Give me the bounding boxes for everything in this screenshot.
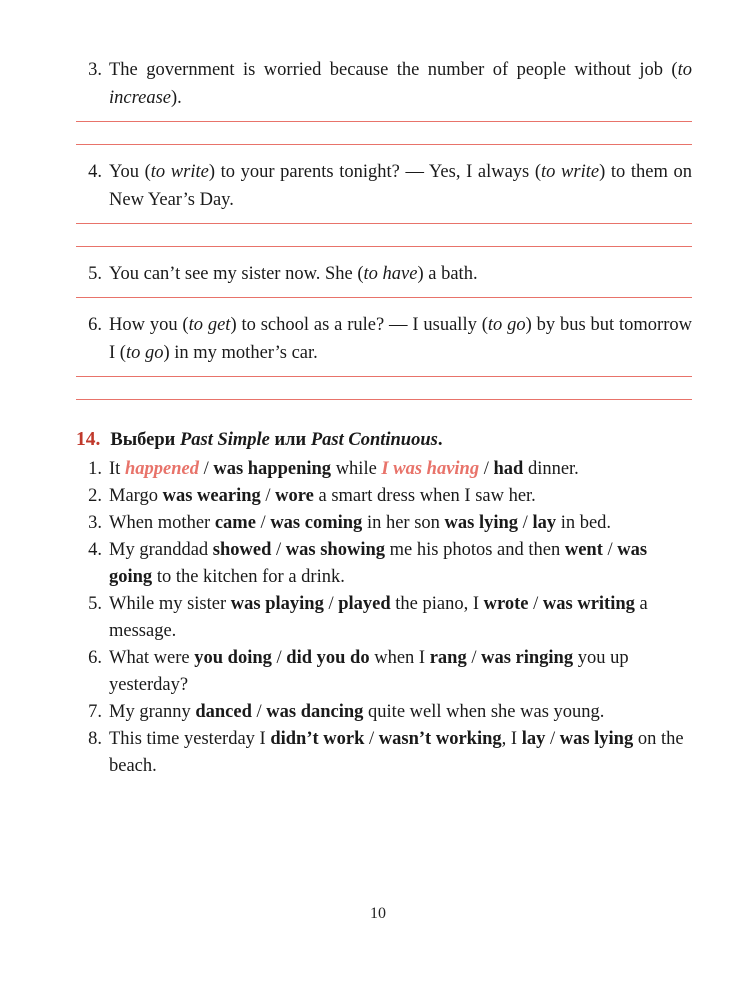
bold-option: went <box>564 540 603 560</box>
answer-lines[interactable] <box>76 223 692 247</box>
text-run: / <box>198 459 214 479</box>
answer-line[interactable] <box>76 399 692 400</box>
answer-line[interactable] <box>76 223 692 224</box>
text-run: This time yesterday I <box>109 729 271 749</box>
exercise-text <box>109 260 692 288</box>
text-run: / <box>271 648 287 668</box>
text-run: You can’t see my sister now. She ( <box>109 264 364 284</box>
exercise-item <box>76 56 692 145</box>
bold-option: wasn’t working <box>378 729 502 749</box>
task-item-text <box>109 645 692 699</box>
text-run: ) to them on New Year’s Day. <box>109 162 692 210</box>
text-run: My granddad <box>109 540 213 560</box>
task-item <box>76 591 692 645</box>
text-run: Выбери <box>110 430 180 450</box>
text-run: или <box>269 430 311 450</box>
item-number: 3. <box>88 60 102 80</box>
bold-option: was coming <box>270 513 363 533</box>
text-run: a message. <box>109 594 648 641</box>
italic-cue: to write <box>150 162 209 182</box>
text-run: / <box>251 702 267 722</box>
item-number: 3. <box>88 513 102 533</box>
fill-in-exercises <box>76 56 692 400</box>
bold-option: was wearing <box>162 486 261 506</box>
item-number: 1. <box>88 459 102 479</box>
text-run: ) to your parents tonight? — Yes, I always ( <box>208 162 542 182</box>
text-run: to the kitchen for a drink. <box>152 567 345 587</box>
text-run: a smart dress when I saw her. <box>313 486 536 506</box>
item-number: 6. <box>88 315 102 335</box>
task-title <box>110 426 442 454</box>
text-run: on the beach. <box>109 729 684 776</box>
bold-option: was writing <box>542 594 635 614</box>
text-run: ) by bus but tomorrow I ( <box>109 315 692 363</box>
task-number: 14. <box>76 429 101 450</box>
task-item <box>76 645 692 699</box>
bold-option: had <box>493 459 524 479</box>
answer-line[interactable] <box>76 376 692 377</box>
text-run: / <box>545 729 560 749</box>
task-14-heading <box>76 426 692 454</box>
exercise-item <box>76 158 692 247</box>
exercise-item <box>76 260 692 298</box>
text-run: . <box>437 430 443 450</box>
answer-lines[interactable] <box>76 376 692 400</box>
text-run: in bed. <box>556 513 612 533</box>
item-number: 7. <box>88 702 102 722</box>
exercise-row <box>76 56 692 112</box>
italic-cue: to write <box>541 162 600 182</box>
answer-line[interactable] <box>76 121 692 122</box>
item-number: 5. <box>88 264 102 284</box>
item-number: 4. <box>88 162 102 182</box>
task-14-items <box>76 456 692 780</box>
italic-cue: to increase <box>109 60 692 108</box>
task-item-text <box>109 726 692 780</box>
text-run: The government is worried because the number of people without job ( <box>109 60 678 80</box>
text-run: / <box>260 486 276 506</box>
bold-option: lay <box>521 729 546 749</box>
bold-option: was lying <box>559 729 634 749</box>
bold-option: wore <box>275 486 314 506</box>
text-run: you up yesterday? <box>109 648 629 695</box>
item-number: 2. <box>88 486 102 506</box>
text-run: the piano, I <box>390 594 484 614</box>
text-run: / <box>271 540 286 560</box>
bold-option: was going <box>109 540 648 587</box>
item-number: 8. <box>88 729 102 749</box>
task-item <box>76 483 692 510</box>
text-run: / <box>479 459 494 479</box>
task-item-text <box>109 483 692 510</box>
exercise-text <box>109 311 692 367</box>
bold-option: was ringing <box>481 648 574 668</box>
exercise-row <box>76 158 692 214</box>
task-item <box>76 456 692 483</box>
bold-option: was happening <box>213 459 332 479</box>
bold-option: rang <box>429 648 467 668</box>
task-item <box>76 537 692 591</box>
italic-cue: to get <box>188 315 231 335</box>
task-item-text <box>109 591 692 645</box>
text-run: / <box>518 513 533 533</box>
text-run: How you ( <box>109 315 189 335</box>
text-run: While my sister <box>109 594 231 614</box>
text-run: / <box>528 594 543 614</box>
bold-option: showed <box>212 540 272 560</box>
text-run: ) to school as a rule? — I usually ( <box>230 315 488 335</box>
bold-option: was lying <box>444 513 519 533</box>
italic-cue: to have <box>363 264 418 284</box>
italic-cue: Past Continuous <box>310 430 438 450</box>
text-run: ) in my mother’s car. <box>163 343 318 363</box>
answer-lines[interactable] <box>76 121 692 145</box>
task-item <box>76 510 692 537</box>
task-item-text <box>109 510 692 537</box>
bold-option: was dancing <box>266 702 364 722</box>
answer-line[interactable] <box>76 246 692 247</box>
exercise-item <box>76 311 692 400</box>
bold-option: came <box>214 513 256 533</box>
answer-lines[interactable] <box>76 297 692 298</box>
text-run: in her son <box>362 513 445 533</box>
text-run: You ( <box>109 162 151 182</box>
exercise-text <box>109 158 692 214</box>
task-item-text <box>109 456 692 483</box>
bold-option: lay <box>532 513 557 533</box>
exercise-row <box>76 311 692 367</box>
text-run: ) a bath. <box>417 264 478 284</box>
task-item-text <box>109 537 692 591</box>
text-run: / <box>255 513 271 533</box>
item-number: 6. <box>88 648 102 668</box>
highlighted-answer: I was having <box>381 459 480 479</box>
text-run: / <box>466 648 482 668</box>
bold-option: played <box>338 594 391 614</box>
text-run: Margo <box>109 486 163 506</box>
highlighted-answer: happened <box>124 459 199 479</box>
text-run: me his photos and then <box>385 540 565 560</box>
task-item-text <box>109 699 692 726</box>
text-run: / <box>364 729 379 749</box>
item-number: 4. <box>88 540 102 560</box>
bold-option: was playing <box>230 594 324 614</box>
bold-option: did you do <box>286 648 370 668</box>
text-run: / <box>602 540 618 560</box>
bold-option: was showing <box>285 540 386 560</box>
bold-option: wrote <box>483 594 529 614</box>
text-run: ). <box>171 88 182 108</box>
italic-cue: Past Simple <box>179 430 270 450</box>
exercise-text <box>109 56 692 112</box>
text-run: / <box>323 594 339 614</box>
text-run: quite well when she was young. <box>363 702 605 722</box>
text-run: , I <box>501 729 522 749</box>
text-run: When mother <box>109 513 215 533</box>
italic-cue: to go <box>487 315 526 335</box>
bold-option: you doing <box>194 648 272 668</box>
text-run: while <box>331 459 382 479</box>
answer-line[interactable] <box>76 144 692 145</box>
bold-option: danced <box>195 702 252 722</box>
text-run: My granny <box>109 702 196 722</box>
text-run: It <box>109 459 125 479</box>
text-run: when I <box>369 648 430 668</box>
text-run: dinner. <box>523 459 579 479</box>
text-run: What were <box>109 648 195 668</box>
task-item <box>76 726 692 780</box>
italic-cue: to go <box>125 343 164 363</box>
answer-line[interactable] <box>76 297 692 298</box>
task-item <box>76 699 692 726</box>
item-number: 5. <box>88 594 102 614</box>
bold-option: didn’t work <box>270 729 365 749</box>
exercise-row <box>76 260 692 288</box>
page-number: 10 <box>370 905 386 922</box>
